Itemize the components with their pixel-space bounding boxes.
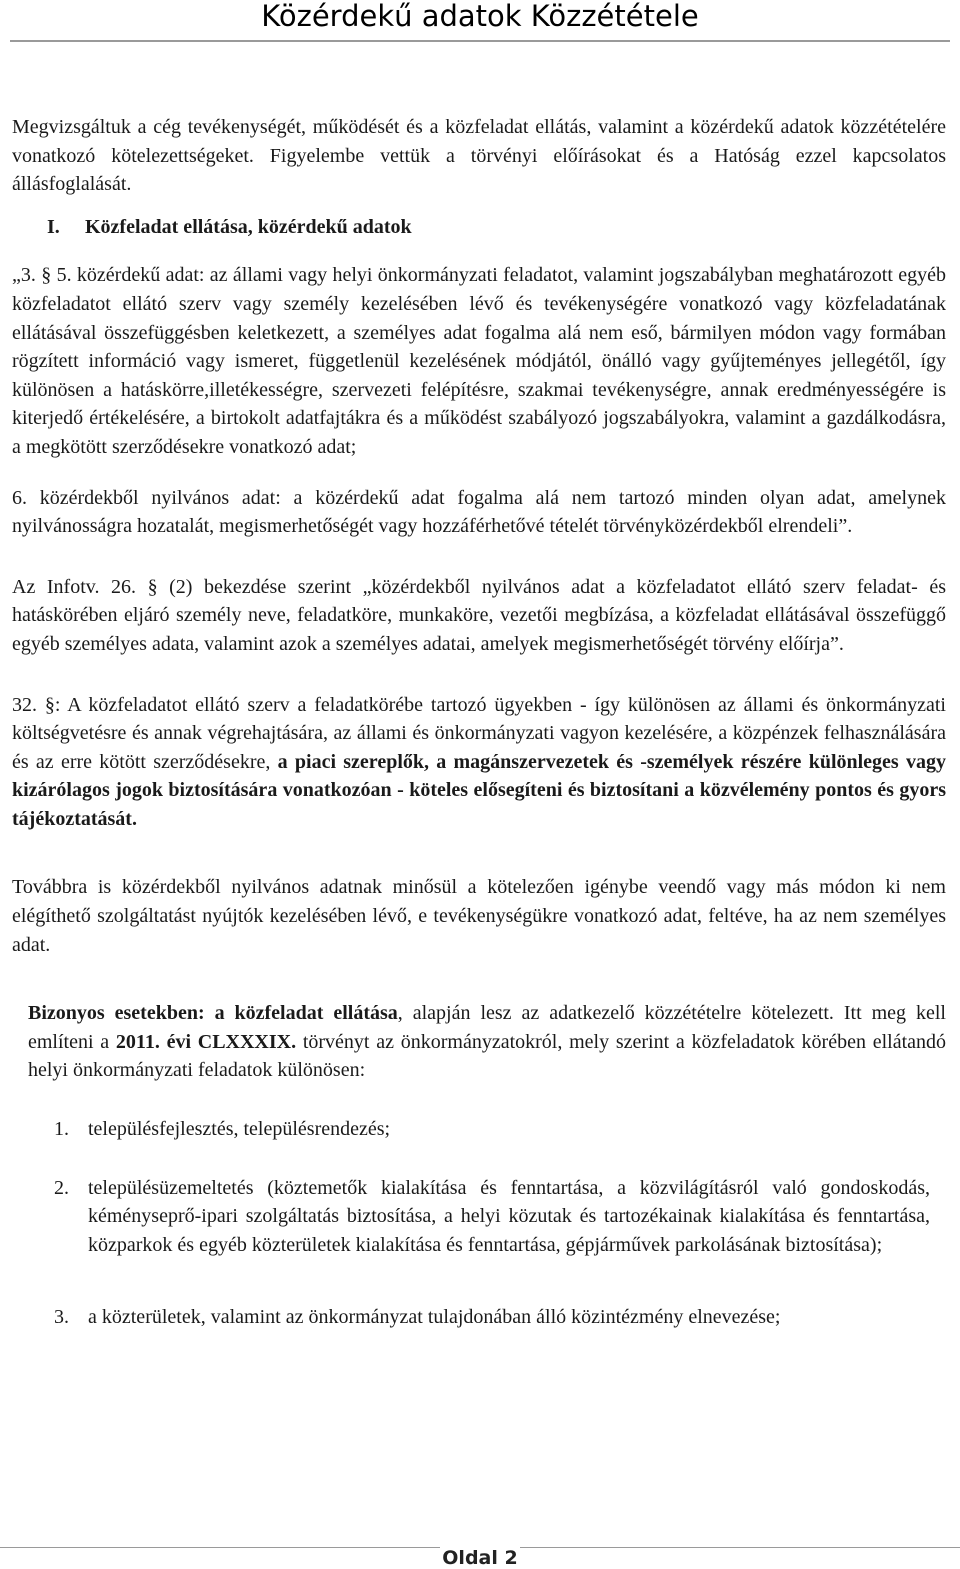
- page-number: Oldal 2: [442, 1547, 518, 1569]
- paragraph-32-bold: a piaci szereplők, a magánszervezetek és -személyek részére különleges vagy kizárólagos jogok biztosítására vonatkozóan - köteles elősegíteni és biztosítani a közvélemény pontos és gyors tájékoztatását.: [12, 750, 946, 830]
- list-item: [54, 1115, 930, 1144]
- bizonyos-text-1: , alapján lesz az adatkezelő közzétételre kötelezett. Itt meg kell említeni a: [28, 1002, 946, 1053]
- header-divider: [10, 40, 950, 42]
- list-item-text: településüzemeltetés (köztemetők kialakítása és fenntartása, a közvilágításról való gondoskodás, kéményseprő-ipari szolgáltatás biztosítása, a helyi közutak és tartozékainak kialakítása és fenntartása, közparkok és egyéb közterületek kialakítása és fenntartása, gépjárművek parkolásának biztosítása);: [88, 1176, 930, 1256]
- paragraph-bizonyos: [28, 999, 946, 1085]
- section-heading: [12, 213, 946, 242]
- list-item-text: a közterületek, valamint az önkormányzat tulajdonában álló közintézmény elnevezése;: [88, 1306, 781, 1329]
- page-header-title: Közérdekű adatok Közzététele: [261, 0, 699, 33]
- intro-paragraph: Megvizsgáltuk a cég tevékenységét, működését és a közfeladat ellátás, valamint a közérdekű adatok közzétételére vonatkozó kötelezettségeket. Figyelembe vettük a törvényi előírásokat és a Hatóság ezzel kapcsolatos állásfoglalását.: [12, 116, 946, 196]
- bizonyos-text-2: törvényt az önkormányzatokról, mely szerint a közfeladatok körében ellátandó helyi önkormányzati feladatok különösen:: [28, 1030, 947, 1082]
- paragraph-32: [12, 691, 946, 834]
- paragraph-infotv: Az Infotv. 26. § (2) bekezdése szerint „közérdekből nyilvános adat a közfeladatot ellátó szerv feladat- és hatáskörében eljáró személy neve, feladatköre, munkaköre, vezetői megbízása, a közfeladat ellátásával összefüggő egyéb személyes adata, valamint azok a személyes adatai, amelyek megismerhetőségét törvény előírja”.: [12, 575, 946, 655]
- list-item-text: településfejlesztés, településrendezés;: [88, 1118, 391, 1141]
- bizonyos-bold-2: 2011. évi CLXXXIX.: [115, 1030, 297, 1053]
- section-title: Közfeladat ellátása, közérdekű adatok: [85, 215, 412, 238]
- list-item-number: 2.: [54, 1176, 69, 1199]
- bizonyos-bold-1: Bizonyos esetekben: a közfeladat ellátása: [28, 1002, 398, 1025]
- paragraph-tovabba: Továbbra is közérdekből nyilvános adatnak minősül a kötelezően igénybe veendő vagy más módon ki nem elégíthető szolgáltatást nyújtók kezelésében lévő, e tevékenységükre vonatkozó adat, feltéve, ha az nem személyes adat.: [12, 876, 946, 956]
- section-number: I.: [47, 215, 60, 238]
- list-item-number: 3.: [54, 1306, 69, 1329]
- list-item: [54, 1303, 930, 1332]
- paragraph-32-text: 32. §: A közfeladatot ellátó szerv a feladatkörébe tartozó ügyekben - így különösen az állami és önkormányzati költségvetésre és annak végrehajtására, az állami és önkormányzati vagyon kezelésére, a közpénzek felhasználására és az erre kötött szerződésekre,: [12, 693, 946, 773]
- task-list: [12, 1115, 930, 1332]
- paragraph-6: 6. közérdekből nyilvános adat: a közérdekű adat fogalma alá nem tartozó minden olyan adat, amelynek nyilvánosságra hozatalát, megismerhetőségét vagy hozzáférhetővé tételét törvényközérdekből elrendeli”.: [12, 486, 946, 538]
- document-body: [12, 113, 946, 1332]
- list-item: [54, 1174, 930, 1260]
- paragraph-3-5: „3. § 5. közérdekű adat: az állami vagy helyi önkormányzati feladatot, valamint jogszabályban meghatározott egyéb közfeladatot ellátó szerv vagy személy kezelésében lévő és tevékenységére vonatkozó vagy közfeladatának ellátásával összefüggésben keletkezett, a személyes adat fogalma alá nem eső, bármilyen módon vagy formában rögzített információ vagy ismeret, függetlenül kezelésének módjától, önálló vagy gyűjteményes jellegétől, így különösen a hatáskörre,illetékességre, szervezeti felépítésre, szakmai tevékenységre, annak eredményességére is kiterjedő értékelésére, a birtokolt adatfajtákra és a működést szabályozó jogszabályokra, valamint a gazdálkodásra, a megkötött szerződésekre vonatkozó adat;: [12, 264, 946, 458]
- list-item-number: 1.: [54, 1118, 69, 1141]
